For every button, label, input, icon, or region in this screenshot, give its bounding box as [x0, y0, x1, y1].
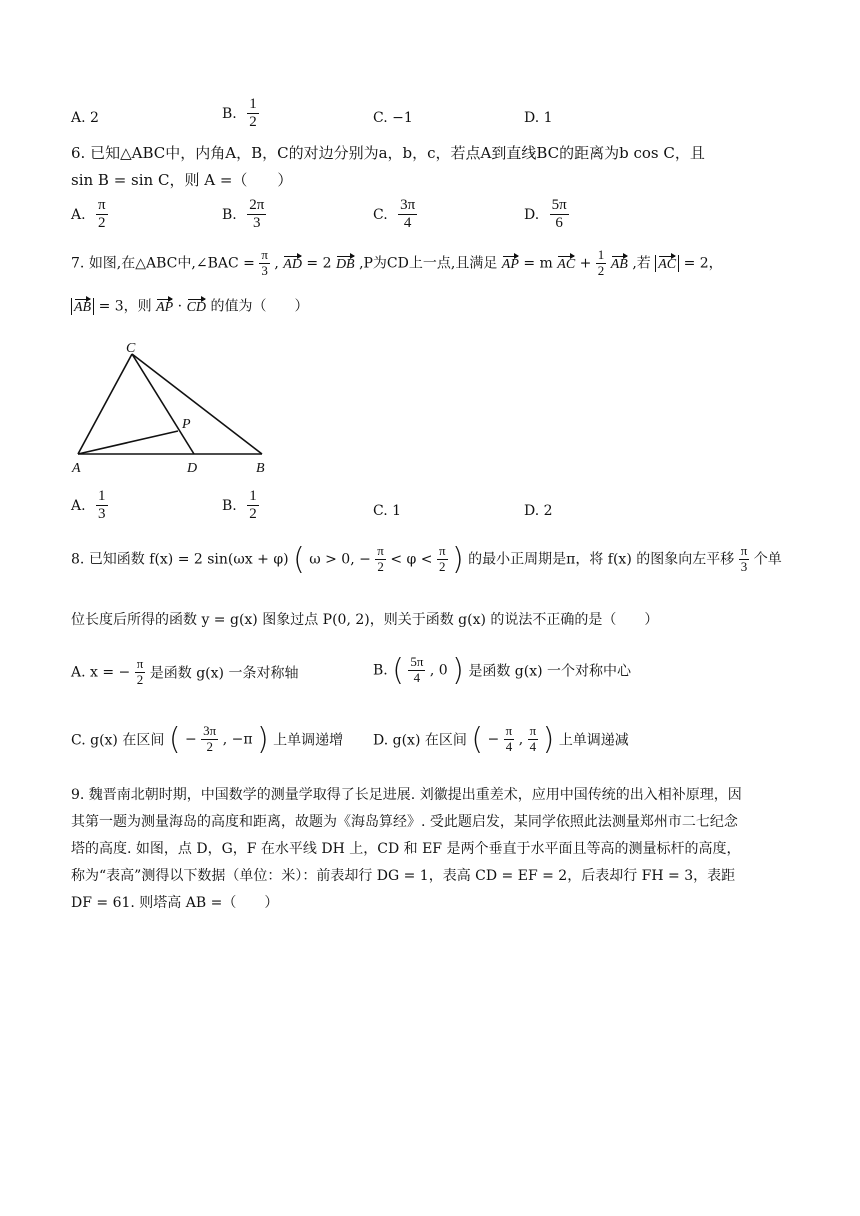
label-p: P	[182, 417, 191, 432]
q9-stem-line1: 9. 魏晋南北朝时期，中国数学的测量学取得了长足进展. 刘徽提出重差术，应用中国传统的出入相补原理，因	[71, 787, 742, 803]
fraction: $\frac{\pi}{3}$	[261, 247, 268, 278]
option-text: , −π	[222, 731, 253, 748]
question-text: sin B = sin C，则 A =（ ）	[71, 171, 293, 189]
option-text: A. x = −	[71, 664, 131, 681]
q9-stem-line4: 称为“表高”测得以下数据（单位：米）：前表却行 DG = 1，表高 CD = EF = 2，后表却行 FH = 3，表距	[71, 868, 736, 884]
segment-ap	[78, 431, 178, 454]
question-text: 的值为（ ）	[210, 298, 309, 315]
option-text: C. g(x) 在区间	[71, 732, 165, 749]
q9-stem-line3: 塔的高度. 如图，点 D，G，F 在水平线 DH 上，CD 和 EF 是两个垂直于水平面且等高的测量标杆的高度，	[71, 841, 741, 857]
equals: = 2	[306, 255, 332, 272]
q8-stem-line2	[71, 613, 658, 627]
q7-stem-line1	[71, 248, 723, 279]
q8-stem-line1	[71, 541, 782, 577]
q6-option-a[interactable]	[71, 197, 108, 233]
fraction: $\frac{1}{2}$	[249, 96, 257, 131]
q7-option-d[interactable]	[524, 503, 553, 519]
option-value: 2	[543, 503, 553, 519]
vector-ab: AB	[610, 256, 628, 272]
equals: = 2，	[683, 255, 723, 272]
option-label: A.	[71, 206, 86, 223]
q5-option-b[interactable]	[222, 96, 259, 132]
question-text: 个单	[753, 551, 782, 568]
fraction: $\frac{\pi}{2}$	[136, 656, 144, 687]
fraction: $\frac{3\pi}{2}$	[203, 723, 217, 754]
option-label: C.	[373, 503, 388, 519]
q9-stem-line5: DF = 61. 则塔高 AB =（ ）	[71, 895, 279, 911]
equals: = m	[523, 255, 553, 272]
q7-triangle-figure	[70, 336, 280, 476]
fraction: $\frac{\pi}{4}$	[505, 723, 513, 754]
abs-ab: AB	[71, 298, 94, 315]
paren-left: (	[392, 652, 404, 688]
fraction: $\frac{2\pi}{3}$	[249, 197, 265, 232]
plus: +	[579, 255, 592, 272]
question-number: 6.	[71, 144, 86, 162]
question-text: ,P为CD上一点,且满足	[359, 255, 498, 272]
fraction: $\frac{1}{2}$	[249, 488, 257, 523]
label-b: B	[256, 461, 265, 476]
fraction: $\frac{1}{2}$	[597, 247, 605, 278]
paren-left: (	[293, 541, 305, 577]
vector-ad: AD	[283, 256, 302, 272]
fraction: $\frac{3\pi}{4}$	[400, 197, 416, 232]
segment-cb	[132, 354, 262, 454]
paren-right: )	[451, 541, 464, 577]
option-label: B.	[222, 206, 237, 223]
option-text: 上单调递增	[273, 732, 344, 749]
q8-option-c[interactable]	[71, 721, 344, 757]
q7-option-b[interactable]	[222, 488, 259, 524]
minus: −	[487, 731, 500, 748]
condition-text: ω > 0, −	[309, 551, 371, 568]
question-text: = 3，则	[98, 298, 152, 315]
paren-left: (	[471, 721, 484, 757]
label-c: C	[126, 341, 136, 356]
label-a: A	[72, 461, 81, 476]
option-label: D.	[524, 206, 540, 223]
q6-option-c[interactable]	[373, 197, 417, 233]
question-text: 如图,在△ABC中,∠BAC =	[88, 255, 255, 272]
abs-ac: AC	[655, 255, 679, 272]
fraction: $\frac{5\pi}{6}$	[551, 197, 567, 232]
q6-option-d[interactable]	[524, 197, 569, 233]
fraction: $\frac{\pi}{2}$	[377, 543, 384, 574]
q6-stem-line2	[71, 173, 292, 188]
minus: −	[184, 731, 197, 748]
question-text: 已知函数 f(x) = 2 sin(ωx + φ)	[88, 551, 289, 568]
q6-option-b[interactable]	[222, 197, 266, 233]
q8-option-a[interactable]	[71, 657, 298, 688]
option-text: , 0	[429, 662, 448, 679]
q7-option-a[interactable]	[71, 488, 108, 524]
segment-ac	[78, 354, 132, 454]
option-label: A.	[71, 497, 86, 514]
fraction: $\frac{\pi}{2}$	[98, 197, 106, 232]
question-number: 7.	[71, 255, 85, 272]
q7-option-c[interactable]	[373, 503, 401, 519]
q7-stem-line2	[71, 298, 308, 315]
fraction: $\frac{\pi}{2}$	[438, 543, 446, 574]
option-value: 1	[392, 503, 402, 519]
question-text: 已知△ABC中，内角A，B，C的对边分别为a，b，c，若点A到直线BC的距离为b cos C，且	[90, 144, 705, 162]
paren-right: )	[257, 721, 269, 757]
option-label: C.	[373, 206, 388, 223]
paren-right: )	[452, 652, 464, 688]
fraction: $\frac{1}{3}$	[98, 488, 106, 523]
question-number: 8.	[71, 551, 85, 568]
punct: ,	[274, 255, 279, 272]
question-text: 的最小正周期是π，将 f(x) 的图象向左平移	[468, 551, 735, 568]
paren-left: (	[168, 721, 181, 757]
option-text: 上单调递减	[558, 732, 629, 749]
q9-stem-line2: 其第一题为测量海岛的高度和距离，故题为《海岛算经》. 受此题启发，某同学依照此法测量郑州市二七纪念	[71, 814, 738, 830]
label-d: D	[187, 461, 198, 476]
fraction: $\frac{\pi}{4}$	[529, 723, 537, 754]
vector-ap: AP	[501, 256, 519, 272]
condition-text: < φ <	[390, 551, 433, 568]
q5-option-c[interactable]: C. −1	[373, 110, 413, 126]
option-label: B.	[373, 662, 388, 679]
option-text: 是函数 g(x) 一条对称轴	[149, 665, 299, 682]
question-text: ,若	[632, 255, 651, 272]
q5-option-a[interactable]: A. 2	[71, 110, 99, 126]
option-text: 是函数 g(x) 一个对称中心	[468, 663, 632, 680]
vector-cd: CD	[186, 300, 207, 315]
option-label: D.	[524, 503, 540, 519]
vector-ap: AP	[156, 300, 174, 315]
comma: ,	[518, 731, 524, 748]
fraction: $\frac{\pi}{3}$	[740, 543, 748, 574]
q6-stem-line1	[71, 146, 705, 161]
q8-option-b[interactable]	[373, 652, 632, 688]
fraction: $\frac{5\pi}{4}$	[410, 654, 424, 685]
q5-option-d[interactable]: D. 1	[524, 110, 553, 126]
dot: ·	[177, 298, 183, 315]
option-label: B.	[222, 497, 237, 514]
vector-db: DB	[335, 256, 355, 272]
option-label: B.	[222, 105, 237, 122]
question-text: 位长度后所得的函数 y = g(x) 图象过点 P(0, 2)，则关于函数 g(x) 的说法不正确的是（ ）	[71, 612, 659, 628]
paren-right: )	[542, 721, 555, 757]
vector-ac: AC	[557, 256, 576, 272]
q8-option-d[interactable]	[373, 721, 629, 757]
option-text: D. g(x) 在区间	[373, 732, 467, 749]
